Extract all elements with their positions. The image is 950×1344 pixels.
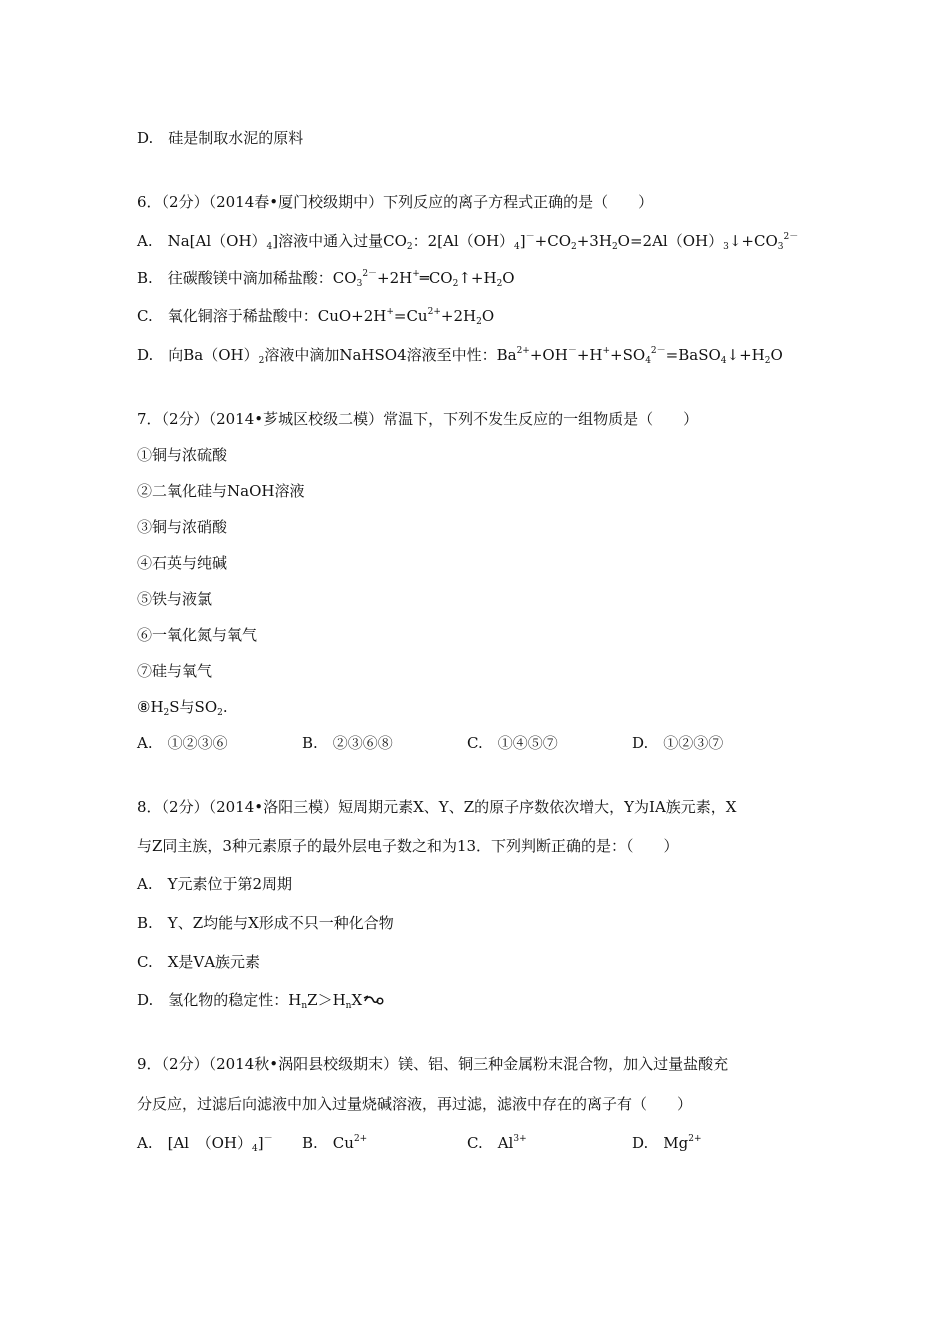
q9-stem-line2: 分反应，过滤后向滤液中加入过量烧碱溶液，再过滤，滤液中存在的离子有（ ） — [137, 1095, 693, 1113]
q9-option-c: C. $Al^{3+}$ — [467, 1134, 527, 1152]
q8-option-b: B. Y、Z均能与X形成不只一种化合物 — [137, 914, 394, 932]
q8-option-d: D. 氢化物的稳定性：$H_nZ>H_nX$ — [137, 990, 385, 1010]
q9-option-d: D. $Mg^{2+}$ — [632, 1134, 702, 1152]
q8-stem-line1: 8．（2分）（2014•洛阳三模）短周期元素X、Y、Z的原子序数依次增大，Y为IA族元素，X — [137, 798, 737, 816]
q6-option-b: B. 往碳酸镁中滴加稀盐酸：$CO_3^{2-}+2H^+═CO_2↑+H_2O$ — [137, 269, 515, 289]
q8-option-c: C. X是ⅤA族元素 — [137, 953, 261, 971]
q8-stem-line2: 与Z同主族，3种元素原子的最外层电子数之和为13．下列判断正确的是：（ ） — [137, 837, 679, 855]
q7-item-2: ②二氧化硅与NaOH溶液 — [137, 482, 305, 500]
q7-item-3: ③铜与浓硝酸 — [137, 518, 228, 536]
q6-option-a: A. $Na[Al(OH)_4]$溶液中通入过量$CO_2$：$2[Al(OH)_4]^-+CO_2+3H_2O=2Al(OH)_3↓+CO_3^{2-}$ — [137, 232, 799, 252]
q7-option-d: D. ①②③⑦ — [632, 734, 724, 752]
q7-option-a: A. ①②③⑥ — [137, 734, 228, 752]
q5-option-d: D. 硅是制取水泥的原料 — [137, 129, 304, 147]
q7-item-4: ④石英与纯碱 — [137, 554, 228, 572]
q7-stem: 7．（2分）（2014•芗城区校级二模）常温下，下列不发生反应的一组物质是（ ） — [137, 410, 699, 428]
q7-item-1: ①铜与浓硫酸 — [137, 446, 228, 464]
q9-option-b: B. $Cu^{2+}$ — [302, 1134, 368, 1152]
q6-option-d: D. 向$Ba(OH)_2$溶液中滴加NaHSO4溶液至中性：$Ba^{2+}+OH^-+H^++SO_4^{2-}=BaSO_4↓+H_2O$ — [137, 346, 783, 366]
q9-option-a: A. [Al $(OH)_4]^-$ — [137, 1134, 273, 1154]
watermark-glyph-icon — [363, 994, 385, 1006]
q7-item-7: ⑦硅与氧气 — [137, 662, 213, 680]
q6-stem: 6．（2分）（2014春•厦门校级期中）下列反应的离子方程式正确的是（ ） — [137, 193, 654, 211]
q7-item-6: ⑥一氧化氮与氧气 — [137, 626, 258, 644]
q7-item-5: ⑤铁与液氯 — [137, 590, 213, 608]
q7-option-c: C. ①④⑤⑦ — [467, 734, 558, 752]
q7-item-8: $⑧H_2S$与$SO_2$. — [137, 698, 228, 718]
q9-stem-line1: 9．（2分）（2014秋•涡阳县校级期末）镁、铝、铜三种金属粉末混合物，加入过量盐酸充 — [137, 1055, 729, 1073]
q8-option-a: A. Y元素位于第2周期 — [137, 875, 293, 893]
q7-option-b: B. ②③⑥⑧ — [302, 734, 393, 752]
q6-option-c: C. 氧化铜溶于稀盐酸中：$CuO+2H^+=Cu^{2+}+2H_2O$ — [137, 307, 495, 327]
